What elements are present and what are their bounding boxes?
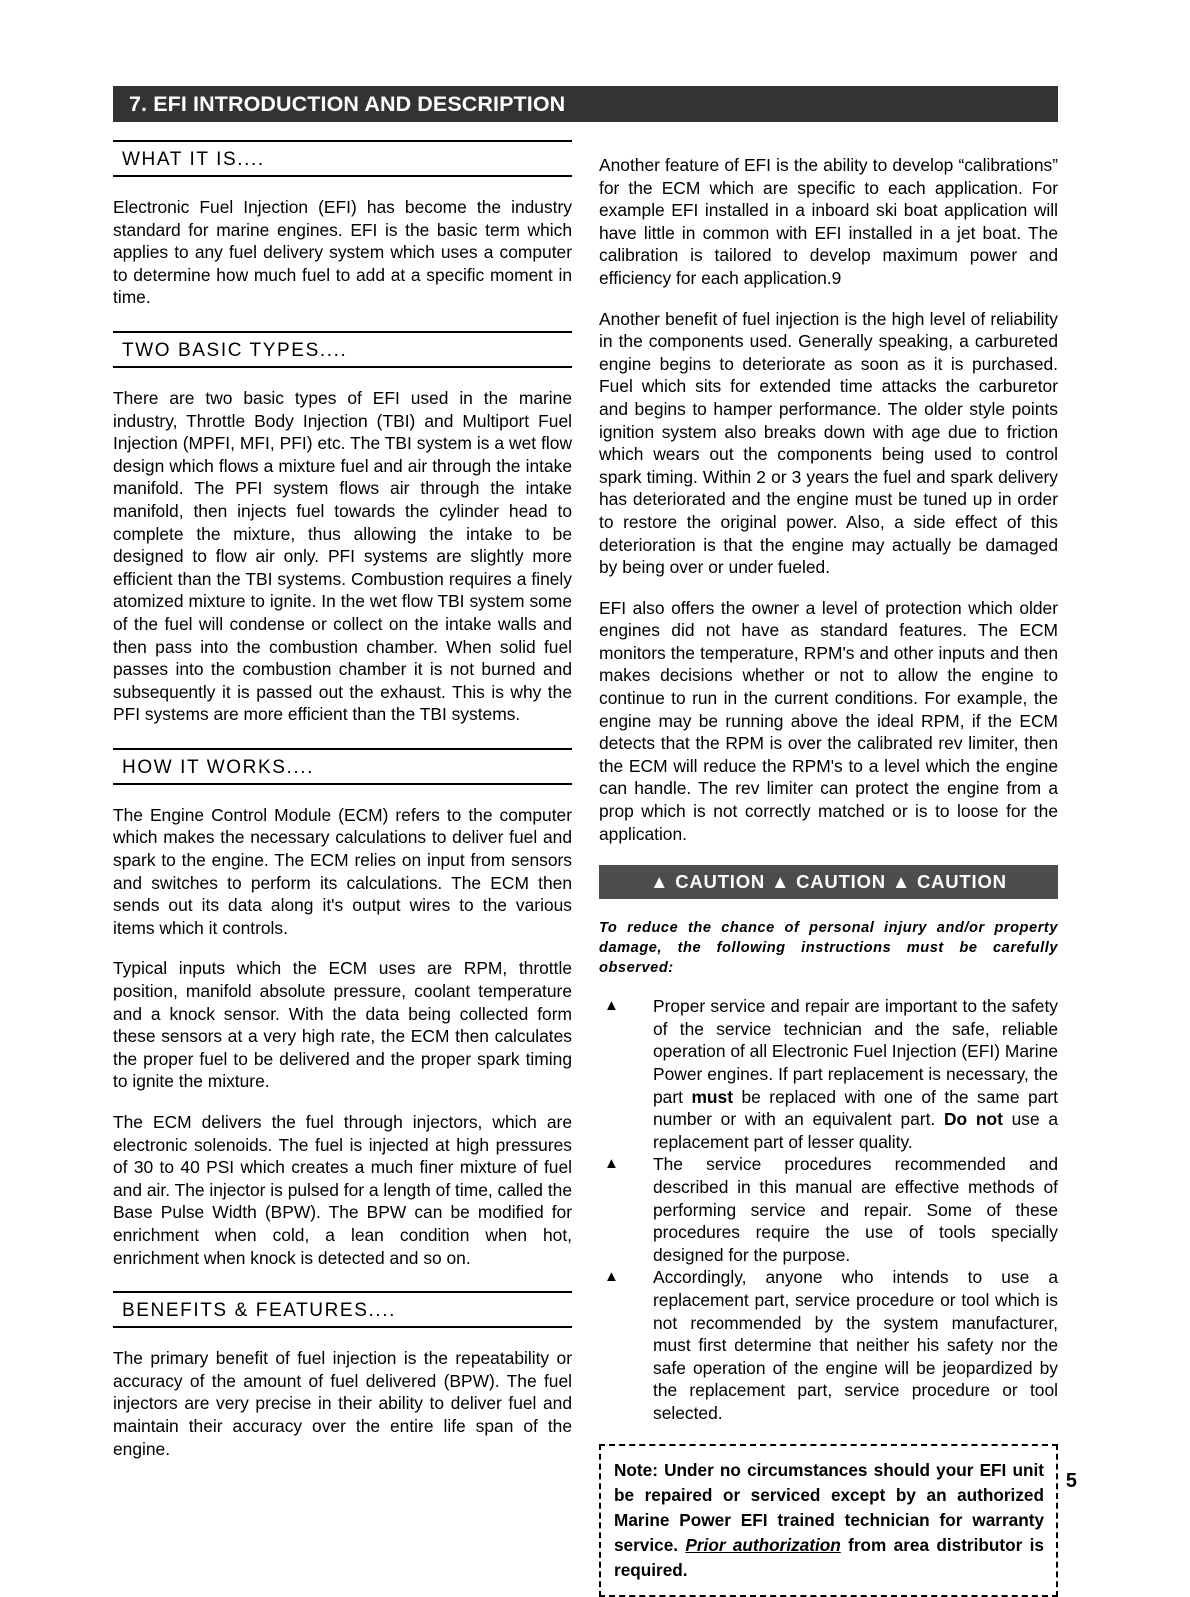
triangle-bullet-icon: ▲ [604,997,619,1015]
section-heading-label: WHAT IT IS.... [113,142,572,177]
chapter-banner-title: 7. EFI INTRODUCTION AND DESCRIPTION [129,91,566,116]
paragraph: Another benefit of fuel injection is the high level of reliability in the components used. Generally speaking, a carbureted engine begins to deteriorate as soon as it is purchased. Fuel which sits for extended time attacks the carburetor and begins to hamper performance. The older style points ignition system also breaks down with age due to friction which wears out the components being used to control spark timing. Within 2 or 3 years the fuel and spark delivery has deteriorated and the engine must be tuned up in order to restore the original power. Also, a side effect of this deterioration is that the engine may actually be damaged by being over or under fueled. [599,308,1058,578]
paragraph: EFI also offers the owner a level of protection which older engines did not have as standard features. The ECM monitors the temperature, RPM's and other inputs and then makes decisions whether or not to allow the engine to continue to run in the current conditions. For example, the engine may be running above the ideal RPM, if the ECM detects that the RPM is over the calibrated rev limiter, then the ECM will reduce the RPM's to a level which the engine can handle. The rev limiter can protect the engine from a prop which is not correctly matched or is to loose for the application. [599,597,1058,844]
section-heading-benefits-features [113,1291,572,1328]
section-heading-what-it-is [113,140,572,177]
text-run: Prior authorization [685,1534,841,1555]
text-run: Note: Under no circumstances should your EFI unit be repaired or serviced except by an authorized Marine Power EFI trained technician for warranty service. [614,1459,1044,1555]
list-item-text [653,995,1058,1153]
spacer [113,309,572,331]
section-heading-two-basic-types [113,331,572,368]
text-run: Proper service and repair are important to the safety of the service technician and the safe, reliable operation of all Electronic Fuel Injection (EFI) Marine Power engines. If part replacement is necessary, the part [653,996,1058,1107]
section-heading-label: TWO BASIC TYPES.... [113,333,572,368]
list-item [599,995,1058,1153]
section-heading-how-it-works [113,748,572,785]
paragraph: Typical inputs which the ECM uses are RPM, throttle position, manifold absolute pressure, coolant temperature and a knock sensor. With the data being collected form these sensors at a very high rate, the ECM then calculates the proper fuel to be delivered and the proper spark timing to ignite the mixture. [113,958,572,1092]
chapter-banner [113,86,1058,122]
text-run: must [691,1086,734,1107]
paragraph: The Engine Control Module (ECM) refers to the computer which makes the necessary calculations to deliver fuel and spark to the engine. The ECM relies on input from sensors and switches to perform its calculations. The ECM then sends out its data along it's output wires to the various items which it controls. [113,804,572,938]
page-number: 5 [1065,1470,1077,1492]
section-heading-label: HOW IT WORKS.... [113,750,572,785]
spacer [113,726,572,748]
text-run: from area distributor is required. [614,1534,1044,1580]
spacer [113,1269,572,1291]
text-run: use a replacement part of lesser quality. [653,1109,1058,1152]
caution-banner [599,865,1058,899]
paragraph: The primary benefit of fuel injection is the repeatability or accuracy of the amount of fuel delivered (BPW). The fuel injectors are very precise in their ability to deliver fuel and maintain their accuracy over the entire life span of the engine. [113,1348,572,1459]
caution-list [599,995,1058,1424]
list-item [599,1153,1058,1266]
paragraph: The ECM delivers the fuel through injectors, which are electronic solenoids. The fuel is injected at high pressures of 30 to 40 PSI which creates a much finer mixture of fuel and air. The injector is pulsed for a length of time, called the Base Pulse Width (BPW). The BPW can be modified for enrichment when cold, a lean condition when hot, enrichment when knock is detected and so on. [113,1112,572,1268]
triangle-bullet-icon: ▲ [604,1155,619,1173]
left-column [113,140,572,1460]
list-item-text [653,1266,1058,1424]
paragraph: Electronic Fuel Injection (EFI) has become the industry standard for marine engines. EFI is the basic term which applies to any fuel delivery system which uses a computer to determine how much fuel to add at a specific moment in time. [113,197,572,308]
text-run: be replaced with one of the same part number or with an equivalent part. [653,1086,1058,1130]
caution-banner-label: ▲ CAUTION ▲ CAUTION ▲ CAUTION [650,871,1007,893]
paragraph: There are two basic types of EFI used in the marine industry, Throttle Body Injection (TBI) and Multiport Fuel Injection (MPFI, MFI, PFI) etc. The TBI system is a wet flow design which flows a mixture fuel and air through the intake manifold. The PFI system flows air through the intake manifold, then injects fuel towards the cylinder head to complete the mixture, thus allowing the intake to be designed to flow air only. PFI systems are slightly more efficient than the TBI systems. Combustion requires a finely atomized mixture to ignite. In the wet flow TBI system some of the fuel will condense or collect on the intake walls and then pass into the combustion chamber. When solid fuel passes into the combustion chamber it is not burned and subsequently it is passed out the exhaust. This is why the PFI systems are more efficient than the TBI systems. [113,387,572,725]
triangle-bullet-icon: ▲ [604,1268,619,1286]
list-item-text [653,1153,1058,1266]
section-heading-label: BENEFITS & FEATURES.... [113,1293,572,1328]
right-column [599,140,1058,1597]
text-run: The service procedures recommended and described in this manual are effective methods of performing service and repair. Some of these procedures require the use of tools specially designed for the purpose. [653,1154,1058,1265]
note-box [599,1444,1058,1597]
paragraph: Another feature of EFI is the ability to develop “calibrations” for the ECM which are specific to each application. For example EFI installed in a inboard ski boat application will have little in common with EFI installed in a jet boat. The calibration is tailored to develop maximum power and efficiency for each application.9 [599,155,1058,288]
caution-intro-text: To reduce the chance of personal injury and/or property damage, the following instructions must be carefully observed: [599,920,1058,977]
text-run: Do not [943,1109,1003,1130]
text-run: Accordingly, anyone who intends to use a replacement part, service procedure or tool which is not recommended by the system manufacturer, must first determine that neither his safety nor the safe operation of the engine will be jeopardized by the replacement part, service procedure or tool selected. [653,1267,1058,1423]
note-box-text [614,1458,1044,1583]
list-item [599,1266,1058,1424]
